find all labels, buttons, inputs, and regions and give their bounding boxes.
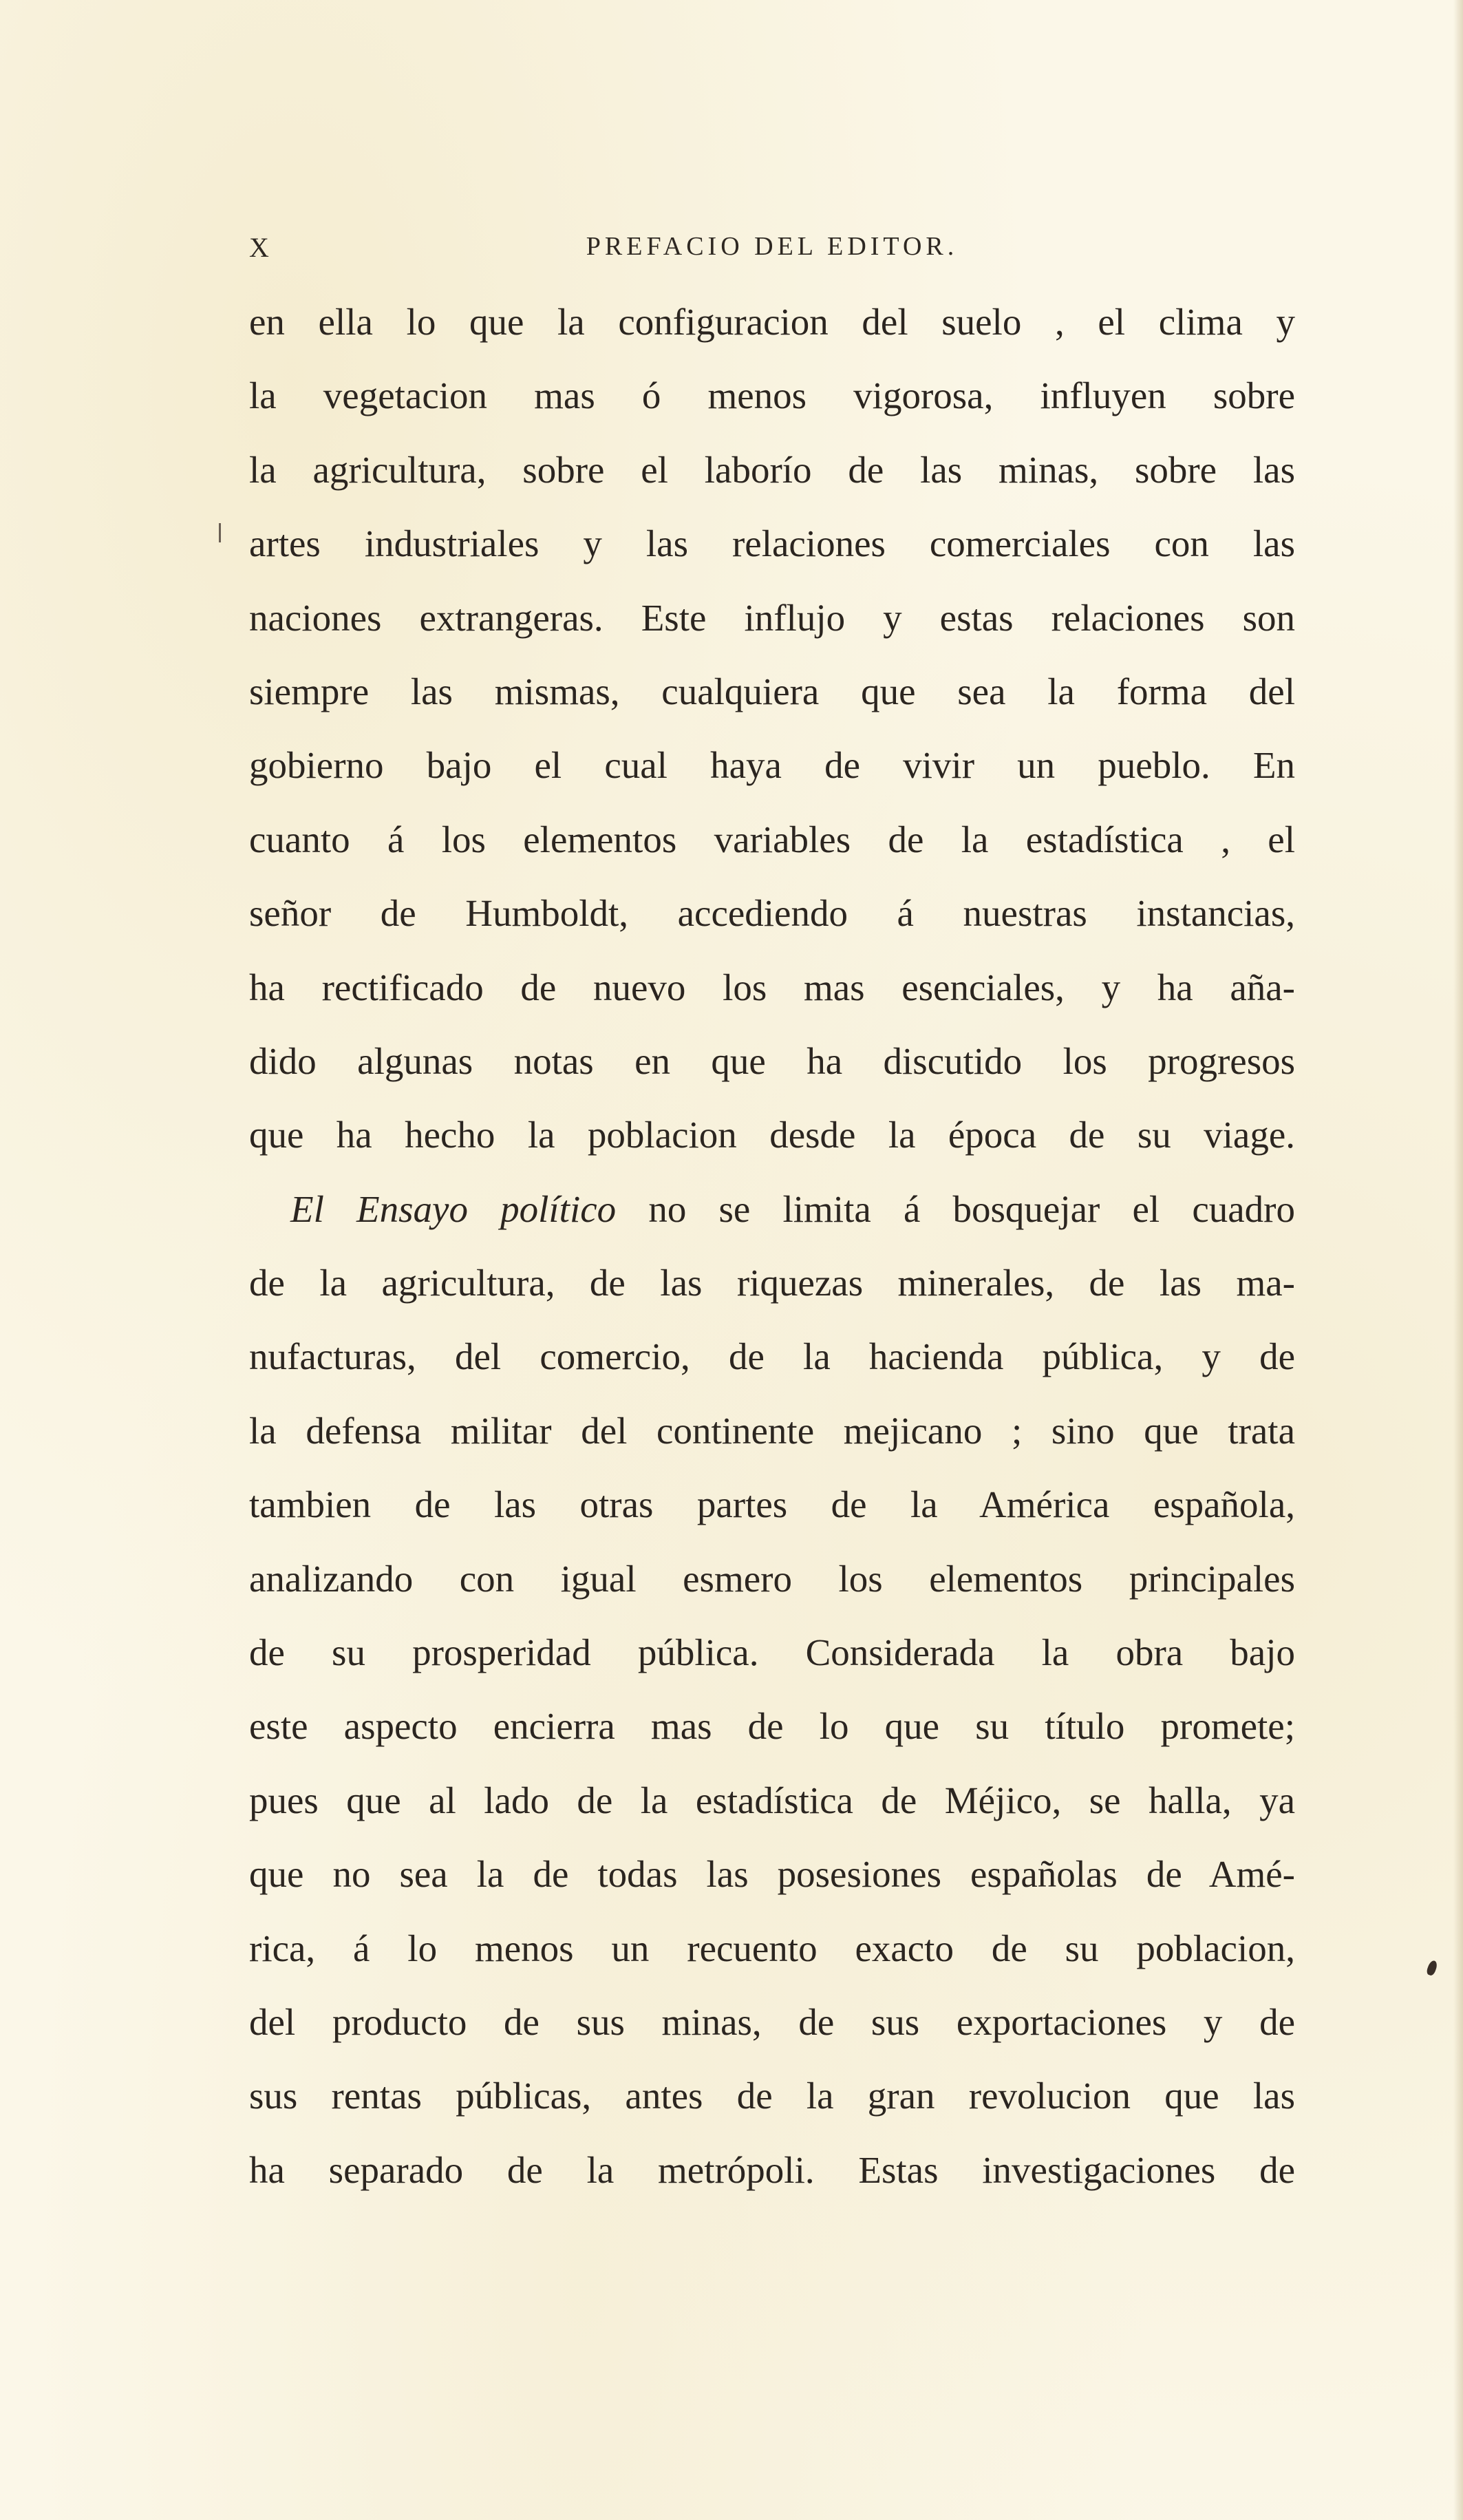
- text-run: no se limita á bosquejar el cuadro: [616, 1188, 1295, 1230]
- book-title-italic: El Ensayo político: [290, 1188, 617, 1230]
- text-line: la agricultura, sobre el laborío de las minas, sobre las: [249, 449, 1295, 491]
- text-line: que ha hecho la poblacion desde la época de su viage.: [249, 1114, 1295, 1156]
- text-line: que no sea la de todas las posesiones españolas de Amé-: [249, 1854, 1295, 1896]
- margin-mark: [219, 523, 221, 542]
- text-line: sus rentas públicas, antes de la gran revolucion que las: [249, 2075, 1295, 2117]
- page-number: X: [249, 232, 270, 263]
- text-line: ha rectificado de nuevo los mas esenciales, y ha aña-: [249, 966, 1295, 1008]
- text-line: de su prosperidad pública. Considerada la obra bajo: [249, 1632, 1295, 1674]
- text-line: nufacturas, del comercio, de la hacienda pública, y de: [249, 1336, 1295, 1378]
- text-line: la vegetacion mas ó menos vigorosa, influyen sobre: [249, 375, 1295, 417]
- text-line: pues que al lado de la estadística de Méjico, se halla, ya: [249, 1779, 1295, 1821]
- text-line: gobierno bajo el cual haya de vivir un pueblo. En: [249, 745, 1295, 787]
- text-line: dido algunas notas en que ha discutido los progresos: [249, 1040, 1295, 1082]
- text-line: ha separado de la metrópoli. Estas investigaciones de: [249, 2149, 1295, 2191]
- text-line: de la agricultura, de las riquezas minerales, de las ma-: [249, 1262, 1295, 1304]
- running-head: PREFACIO DEL EDITOR.: [586, 232, 959, 261]
- text-line: señor de Humboldt, accediendo á nuestras instancias,: [249, 893, 1295, 935]
- text-line: en ella lo que la configuracion del suelo , el clima y: [249, 301, 1295, 343]
- text-line: rica, á lo menos un recuento exacto de su poblacion,: [249, 1927, 1295, 1969]
- text-line: analizando con igual esmero los elementos principales: [249, 1558, 1295, 1600]
- page-edge-shadow: [1453, 0, 1463, 2520]
- page-header: [249, 231, 1295, 273]
- text-line: la defensa militar del continente mejicano ; sino que trata: [249, 1410, 1295, 1452]
- text-line: del producto de sus minas, de sus exportaciones y de: [249, 2001, 1295, 2043]
- text-line: tambien de las otras partes de la América española,: [249, 1484, 1295, 1526]
- text-line: cuanto á los elementos variables de la estadística , el: [249, 818, 1295, 860]
- ink-blot: [1426, 1960, 1439, 1977]
- text-line: naciones extrangeras. Este influjo y estas relaciones son: [249, 597, 1295, 639]
- body-text: [249, 301, 1295, 2223]
- text-line: este aspecto encierra mas de lo que su título promete;: [249, 1706, 1295, 1748]
- paragraph-first-line: [249, 1189, 1295, 1262]
- text-line: artes industriales y las relaciones comerciales con las: [249, 523, 1295, 565]
- text-line: siempre las mismas, cualquiera que sea la forma del: [249, 670, 1295, 712]
